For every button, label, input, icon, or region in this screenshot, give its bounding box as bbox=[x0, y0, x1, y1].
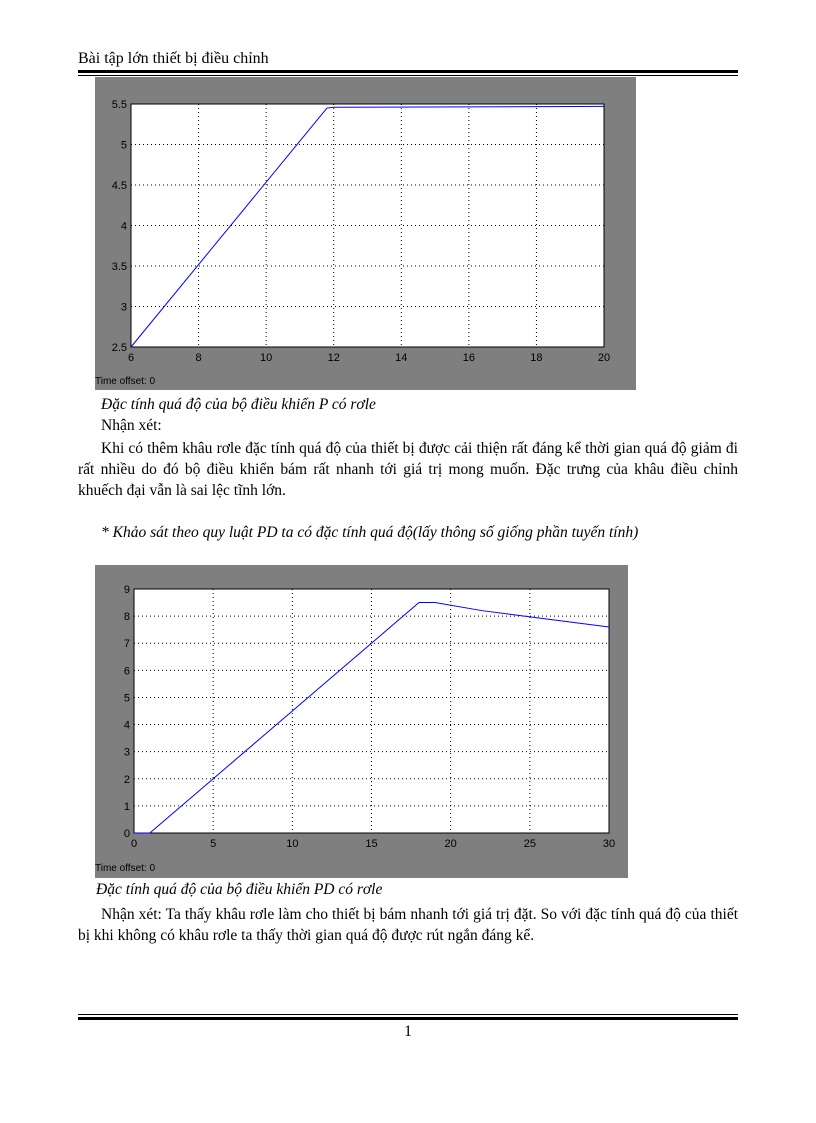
y-tick-label: 2.5 bbox=[111, 342, 127, 354]
x-tick-label: 14 bbox=[395, 352, 408, 364]
y-tick-label: 4 bbox=[123, 719, 130, 732]
y-tick-label: 5 bbox=[120, 139, 127, 152]
scope-figure-2 bbox=[95, 565, 628, 878]
time-offset-label-1: Time offset: 0 bbox=[95, 376, 156, 387]
y-tick-label: 2 bbox=[123, 773, 130, 786]
section-1-heading: Nhận xét: bbox=[101, 417, 162, 434]
time-offset-label-2: Time offset: 0 bbox=[95, 863, 156, 874]
footer-rule-thick bbox=[78, 1017, 738, 1020]
scope-figure-1 bbox=[95, 77, 636, 390]
y-tick-label: 3 bbox=[123, 746, 130, 759]
page-number: 1 bbox=[404, 1023, 412, 1040]
footer-rule-thin bbox=[78, 1014, 738, 1015]
header-rule-thin bbox=[78, 75, 738, 76]
x-tick-label: 6 bbox=[127, 352, 135, 364]
y-tick-label: 5.5 bbox=[111, 99, 127, 111]
x-tick-label: 16 bbox=[462, 352, 475, 364]
section-2-intro: * Khảo sát theo quy luật PD ta có đặc tính quá độ(lấy thông số giống phần tuyến tính) bbox=[101, 524, 639, 541]
x-tick-label: 5 bbox=[210, 838, 217, 850]
section-1-body: Khi có thêm khâu rơle đặc tính quá độ của thiết bị được cải thiện rất đáng kể thời gian quá độ giảm đi rất nhiều do đó bộ điều khiển bám rất nhanh tới giá trị mong muốn. Đặc trưng của khâu điều chỉnh khuếch đại vẫn là sai lệc tĩnh lớn. bbox=[78, 440, 738, 499]
x-tick-label: 0 bbox=[130, 838, 138, 850]
y-tick-label: 3 bbox=[120, 301, 127, 314]
y-tick-label: 3.5 bbox=[111, 261, 127, 273]
figure-2-caption: Đặc tính quá độ của bộ điều khiển PD có rơle bbox=[96, 881, 383, 898]
chart-1 bbox=[95, 77, 636, 390]
x-tick-label: 20 bbox=[444, 838, 457, 850]
figure-1-caption: Đặc tính quá độ của bộ điều khiển P có rơle bbox=[101, 396, 376, 413]
x-tick-label: 10 bbox=[260, 352, 273, 364]
x-tick-label: 20 bbox=[597, 352, 611, 364]
page-header-title: Bài tập lớn thiết bị điều chỉnh bbox=[78, 50, 269, 67]
y-tick-label: 0 bbox=[123, 828, 130, 840]
y-tick-label: 6 bbox=[123, 665, 130, 678]
x-tick-label: 18 bbox=[530, 352, 543, 364]
x-tick-label: 25 bbox=[523, 838, 536, 850]
x-tick-label: 12 bbox=[327, 352, 340, 364]
y-tick-label: 1 bbox=[123, 800, 130, 813]
x-tick-label: 15 bbox=[365, 838, 378, 850]
y-tick-label: 9 bbox=[123, 584, 130, 596]
x-tick-label: 30 bbox=[602, 838, 616, 850]
y-tick-label: 4.5 bbox=[111, 180, 127, 192]
x-tick-label: 8 bbox=[195, 352, 202, 364]
section-3-body: Nhận xét: Ta thấy khâu rơle làm cho thiết bị bám nhanh tới giá trị đặt. So với đặc tính quá độ của thiết bị khi không có khâu rơle ta thấy thời gian quá độ được rút ngắn đáng kể. bbox=[78, 906, 738, 944]
y-tick-label: 5 bbox=[123, 692, 130, 705]
chart-2 bbox=[95, 565, 628, 878]
header-rule-thick bbox=[78, 70, 738, 73]
y-tick-label: 4 bbox=[120, 220, 127, 233]
y-tick-label: 7 bbox=[123, 638, 130, 651]
y-tick-label: 8 bbox=[123, 611, 130, 624]
x-tick-label: 10 bbox=[286, 838, 299, 850]
